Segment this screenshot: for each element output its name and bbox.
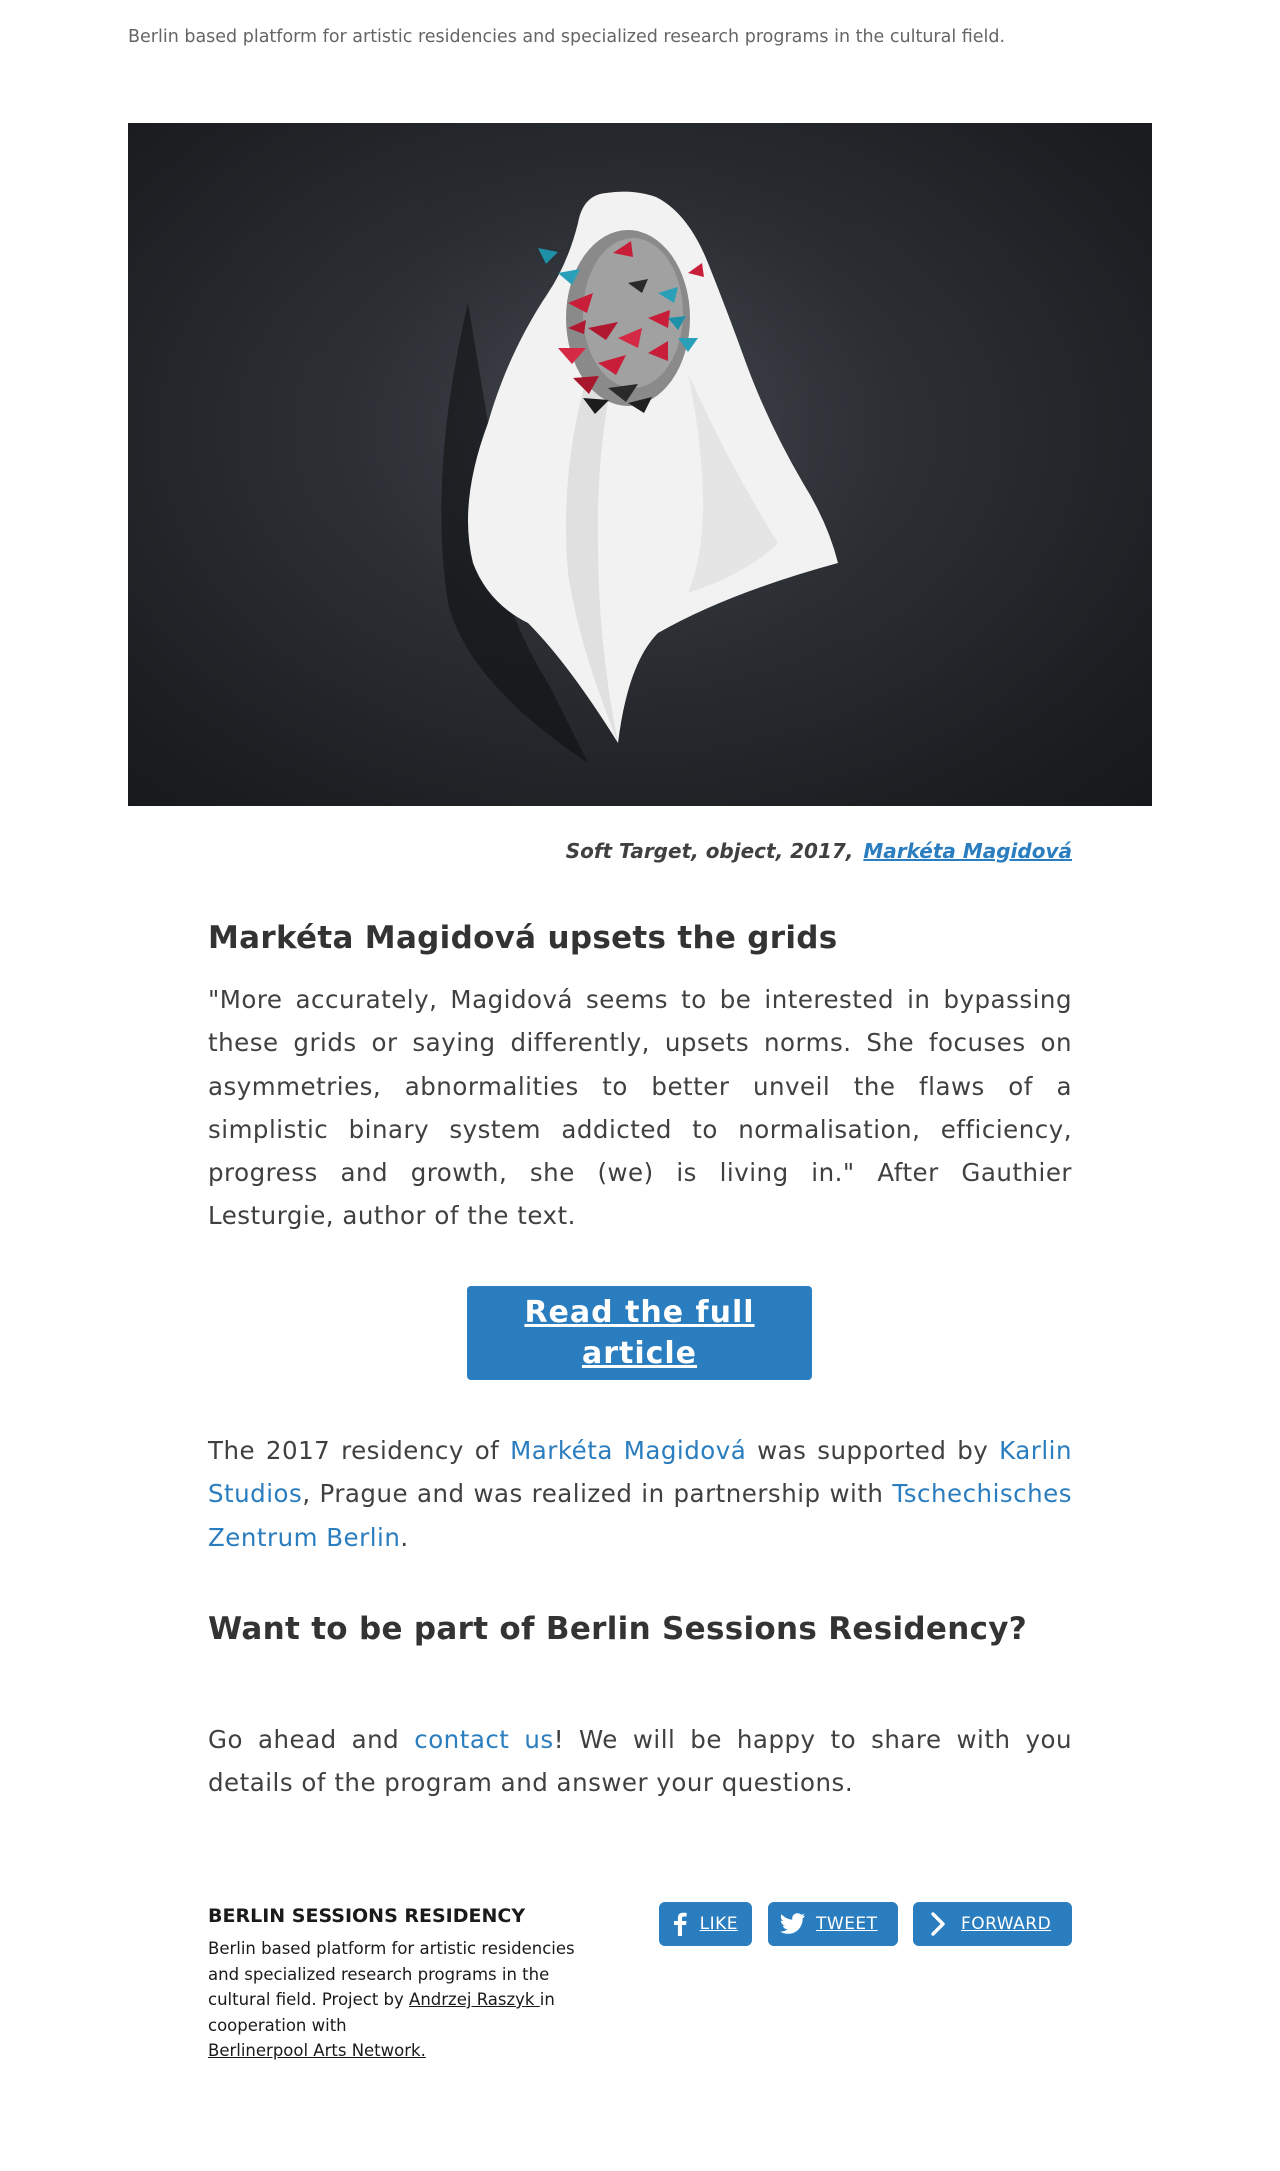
article-quote	[208, 978, 1072, 1238]
berlinerpool-link[interactable]: Berlinerpool Arts Network.	[208, 2041, 426, 2060]
caption-artist-link[interactable]: Markéta Magidová	[863, 839, 1072, 863]
join-paragraph	[208, 1718, 1072, 1805]
facebook-icon	[671, 1911, 690, 1937]
preheader-text: Berlin based platform for artistic residencies and specialized research programs in the cultural field.	[128, 27, 1006, 47]
footer-description	[208, 1936, 608, 2064]
join-text	[208, 1718, 1072, 1805]
hero-image[interactable]	[128, 123, 1152, 806]
support-paragraph	[208, 1429, 1072, 1559]
support-text-1: The 2017 residency of	[208, 1436, 511, 1465]
footer-brand-name: BERLIN SESSIONS RESIDENCY	[208, 1905, 526, 1927]
forward-label: FORWARD	[961, 1914, 1052, 1934]
quote-text: "More accurately, Magidová seems to be interested in bypassing these grids or saying differently, upsets norms. She focuses on asymmetries, abnormalities to better unveil the flaws of a simplistic binary system addicted to normalisation, efficiency, progress and growth, she (we) is living in." After Gauthier Lesturgie, author of the text.	[208, 985, 1072, 1231]
support-text-3: , Prague and was realized in partnership with	[302, 1479, 893, 1509]
support-text-2: was supported by	[746, 1436, 1000, 1465]
chevron-right-icon	[925, 1911, 951, 1937]
artist-link[interactable]: Markéta Magidová	[510, 1436, 747, 1465]
forward-button[interactable]	[913, 1902, 1072, 1946]
join-text-2: ! We will be happy to share with you details of the program and answer your questions.	[208, 1725, 1072, 1798]
read-article-button[interactable]	[467, 1286, 812, 1380]
karlin-studios-link[interactable]: Karlin Studios	[208, 1436, 1072, 1509]
caption-text: Soft Target, object, 2017,	[565, 839, 854, 863]
like-label: LIKE	[699, 1914, 738, 1934]
support-text-4: .	[400, 1522, 409, 1552]
contact-us-link[interactable]: contact us	[414, 1725, 554, 1754]
tweet-label: TWEET	[816, 1914, 878, 1934]
image-caption	[128, 836, 1072, 866]
andrzej-raszyk-link[interactable]: Andrzej Raszyk	[409, 1990, 540, 2009]
support-text	[208, 1429, 1072, 1559]
footer-brand	[208, 1902, 608, 2064]
tschechisches-zentrum-link[interactable]: Tschechisches Zentrum Berlin	[208, 1479, 1072, 1552]
artwork-illustration	[128, 123, 1152, 806]
twitter-icon	[780, 1911, 806, 1937]
join-text-1: Go ahead and	[208, 1725, 415, 1754]
twitter-tweet-button[interactable]	[768, 1902, 898, 1946]
footer-desc-1: Berlin based platform for artistic residencies and specialized research programs in the cultural field. Project by	[208, 1939, 575, 2009]
read-article-label: Read the full article	[524, 1295, 755, 1371]
article-title: Markéta Magidová upsets the grids	[208, 920, 838, 956]
footer-desc-2: in cooperation with	[208, 1990, 555, 2035]
join-title: Want to be part of Berlin Sessions Residency?	[208, 1611, 1028, 1647]
facebook-like-button[interactable]	[659, 1902, 752, 1946]
